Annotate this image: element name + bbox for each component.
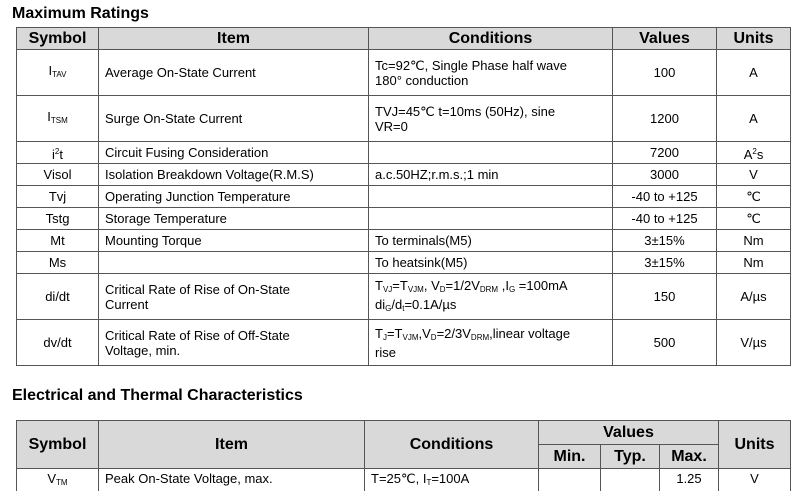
cell-conditions: $T_J=T_{VJM},V_D=2/3V_{DRM},linear$ voltage rise xyxy=(369,320,613,366)
table-row xyxy=(17,50,791,96)
cell-value: 3000 xyxy=(613,164,717,186)
cell-unit: V xyxy=(717,164,791,186)
table-row xyxy=(17,230,791,252)
cell-unit: V xyxy=(719,469,791,491)
cell-value: -40 to +125 xyxy=(613,208,717,230)
cell-unit: ℃ xyxy=(717,208,791,230)
cell-symbol: Tstg xyxy=(17,208,99,230)
cell-min xyxy=(539,469,601,491)
header-typ: Typ. xyxy=(601,445,660,469)
table-row xyxy=(17,469,791,491)
table-row xyxy=(17,164,791,186)
cell-value: 3±15% xyxy=(613,252,717,274)
table-row xyxy=(17,252,791,274)
cell-typ xyxy=(601,469,660,491)
header-conditions: Conditions xyxy=(365,421,539,469)
cell-conditions: To heatsink(M5) xyxy=(369,252,613,274)
cell-item: Isolation Breakdown Voltage(R.M.S) xyxy=(99,164,369,186)
cell-value: 7200 xyxy=(613,142,717,164)
cell-symbol: $I_{TAV}$ xyxy=(17,50,99,96)
header-units: Units xyxy=(719,421,791,469)
header-symbol: Symbol xyxy=(17,28,99,50)
header-values: Values xyxy=(613,28,717,50)
cell-item: Storage Temperature xyxy=(99,208,369,230)
section-title-maximum-ratings: Maximum Ratings xyxy=(12,5,149,22)
cell-item: Critical Rate of Rise of Off-State Voltage, min. xyxy=(99,320,369,366)
cell-conditions: T=25℃, $I_T=100A$ xyxy=(365,469,539,491)
cell-conditions xyxy=(369,208,613,230)
cell-unit: Nm xyxy=(717,252,791,274)
cell-value: 100 xyxy=(613,50,717,96)
cell-unit: A xyxy=(717,50,791,96)
cell-item: Surge On-State Current xyxy=(99,96,369,142)
cell-unit: ℃ xyxy=(717,186,791,208)
cell-symbol: $i^2t$ xyxy=(17,142,99,164)
cell-max: 1.25 xyxy=(660,469,719,491)
cell-unit: $A^2s$ xyxy=(717,142,791,164)
cell-conditions: a.c.50HZ;r.m.s.;1 min xyxy=(369,164,613,186)
cell-item: Operating Junction Temperature xyxy=(99,186,369,208)
cell-unit: Nm xyxy=(717,230,791,252)
cell-value: 150 xyxy=(613,274,717,320)
table-row xyxy=(17,320,791,366)
electrical-thermal-table xyxy=(16,420,791,491)
table-row xyxy=(17,208,791,230)
table-header-row xyxy=(17,421,791,445)
cell-value: 500 xyxy=(613,320,717,366)
section-title-electrical-thermal: Electrical and Thermal Characteristics xyxy=(12,387,303,404)
cell-symbol: dv/dt xyxy=(17,320,99,366)
table-row xyxy=(17,186,791,208)
table-header-row xyxy=(17,28,791,50)
cell-conditions xyxy=(369,142,613,164)
cell-symbol: Ms xyxy=(17,252,99,274)
cell-symbol: Tvj xyxy=(17,186,99,208)
cell-unit: A/µs xyxy=(717,274,791,320)
cell-conditions: To terminals(M5) xyxy=(369,230,613,252)
cell-conditions: TVJ=45℃ t=10ms (50Hz), sine VR=0 xyxy=(369,96,613,142)
table-row xyxy=(17,142,791,164)
cell-unit: V/µs xyxy=(717,320,791,366)
cell-conditions: $T_{VJ}=T_{VJM}$, $V_D=1/2V_{DRM}$ $,I_G =100mA$ $di_G/d_t=0.1A/\mu s$ xyxy=(369,274,613,320)
cell-symbol: $V_{TM}$ xyxy=(17,469,99,491)
cell-symbol: di/dt xyxy=(17,274,99,320)
cell-item: Critical Rate of Rise of On-State Current xyxy=(99,274,369,320)
maximum-ratings-table xyxy=(16,27,791,366)
cell-item: Mounting Torque xyxy=(99,230,369,252)
header-item: Item xyxy=(99,421,365,469)
cell-value: 1200 xyxy=(613,96,717,142)
header-units: Units xyxy=(717,28,791,50)
header-values: Values xyxy=(539,421,719,445)
cell-value: 3±15% xyxy=(613,230,717,252)
header-max: Max. xyxy=(660,445,719,469)
header-item: Item xyxy=(99,28,369,50)
cell-value: -40 to +125 xyxy=(613,186,717,208)
header-symbol: Symbol xyxy=(17,421,99,469)
cell-item: Circuit Fusing Consideration xyxy=(99,142,369,164)
cell-unit: A xyxy=(717,96,791,142)
table-row xyxy=(17,96,791,142)
cell-item: Average On-State Current xyxy=(99,50,369,96)
table-row xyxy=(17,274,791,320)
cell-conditions: Tc=92℃, Single Phase half wave 180° conduction xyxy=(369,50,613,96)
cell-symbol: $I_{TSM}$ xyxy=(17,96,99,142)
cell-symbol: Mt xyxy=(17,230,99,252)
cell-symbol: Visol xyxy=(17,164,99,186)
cell-conditions xyxy=(369,186,613,208)
header-conditions: Conditions xyxy=(369,28,613,50)
cell-item xyxy=(99,252,369,274)
header-min: Min. xyxy=(539,445,601,469)
cell-item: Peak On-State Voltage, max. xyxy=(99,469,365,491)
